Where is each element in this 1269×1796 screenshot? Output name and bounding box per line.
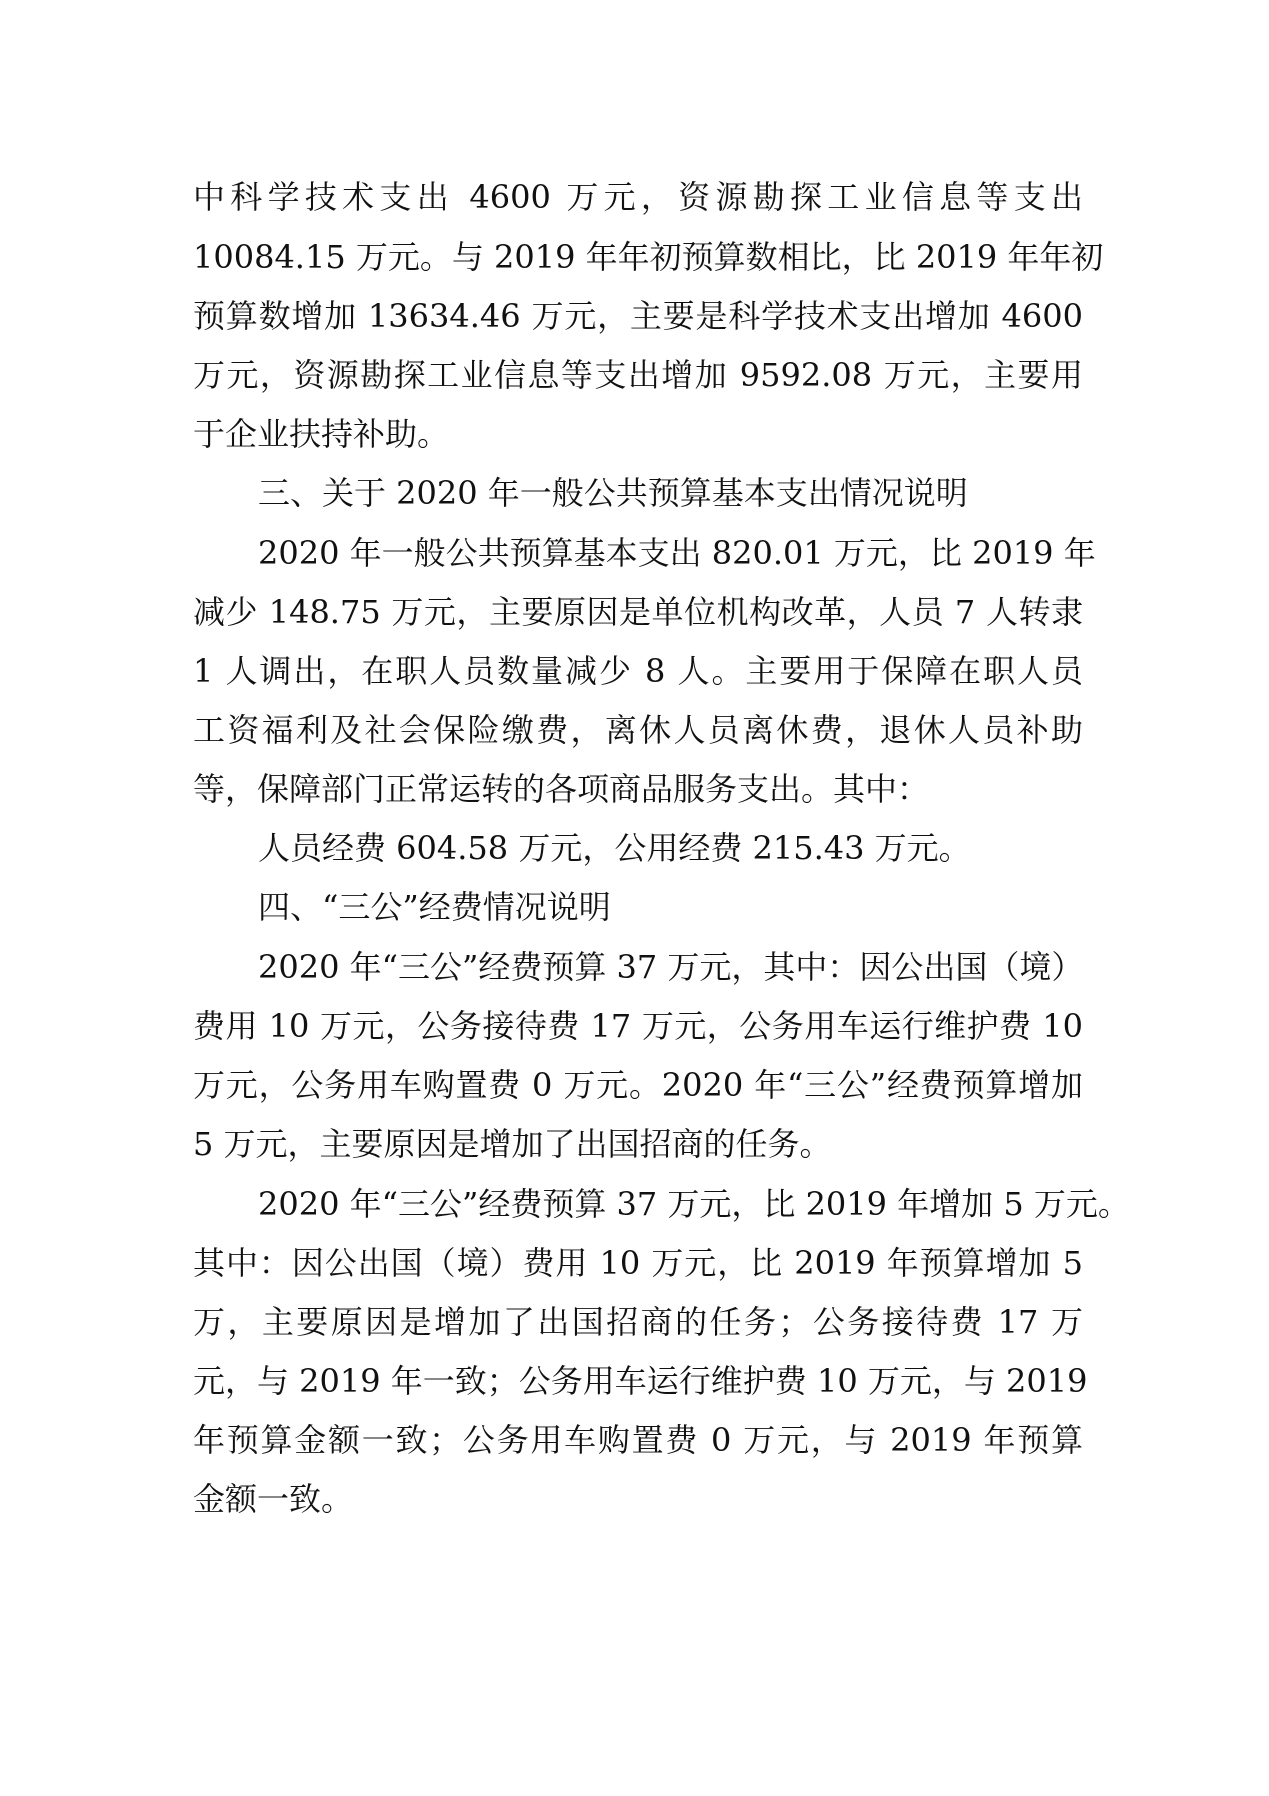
text-line: 于企业扶持补助。	[193, 415, 450, 453]
text-line: 工资福利及社会保险缴费，离休人员离休费，退休人员补助	[193, 711, 1083, 749]
text-line: 万元，公务用车购置费 0 万元。2020 年“三公”经费预算增加	[193, 1066, 1083, 1104]
text-line: 2020 年“三公”经费预算 37 万元，比 2019 年增加 5 万元。	[258, 1185, 1130, 1223]
text-line: 1 人调出，在职人员数量减少 8 人。主要用于保障在职人员	[193, 652, 1083, 690]
text-line: 人员经费 604.58 万元，公用经费 215.43 万元。	[258, 829, 971, 867]
text-line: 万，主要原因是增加了出国招商的任务；公务接待费 17 万	[193, 1303, 1083, 1341]
text-line: 2020 年一般公共预算基本支出 820.01 万元，比 2019 年	[258, 534, 1096, 572]
text-line: 2020 年“三公”经费预算 37 万元，其中：因公出国（境）	[258, 948, 1084, 986]
text-line: 减少 148.75 万元，主要原因是单位机构改革，人员 7 人转隶	[193, 593, 1083, 631]
section-heading: 三、关于 2020 年一般公共预算基本支出情况说明	[258, 474, 968, 512]
text-line: 其中：因公出国（境）费用 10 万元，比 2019 年预算增加 5	[193, 1244, 1083, 1282]
text-line: 万元，资源勘探工业信息等支出增加 9592.08 万元，主要用	[193, 356, 1083, 394]
text-line: 10084.15 万元。与 2019 年年初预算数相比，比 2019 年年初	[193, 238, 1104, 276]
text-line: 元，与 2019 年一致；公务用车运行维护费 10 万元，与 2019	[193, 1362, 1088, 1400]
text-line: 年预算金额一致；公务用车购置费 0 万元，与 2019 年预算	[193, 1421, 1083, 1459]
text-line: 金额一致。	[193, 1480, 354, 1518]
text-line: 预算数增加 13634.46 万元，主要是科学技术支出增加 4600	[193, 297, 1083, 335]
text-line: 等，保障部门正常运转的各项商品服务支出。其中：	[193, 770, 930, 808]
text-line: 5 万元，主要原因是增加了出国招商的任务。	[193, 1125, 832, 1163]
text-line: 中科学技术支出 4600 万元，资源勘探工业信息等支出	[193, 178, 1083, 216]
text-line: 费用 10 万元，公务接待费 17 万元，公务用车运行维护费 10	[193, 1007, 1083, 1045]
section-heading: 四、“三公”经费情况说明	[258, 888, 611, 926]
